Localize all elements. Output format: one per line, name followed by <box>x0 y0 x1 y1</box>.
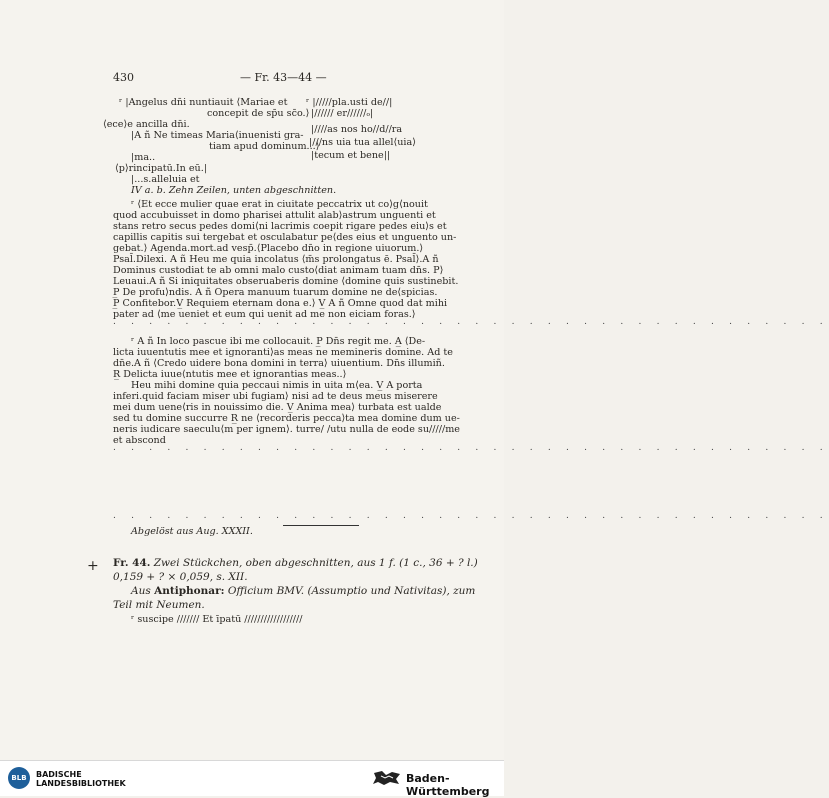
text-line: |///ns uia tua allel⟨uia⟩ <box>309 137 416 148</box>
running-head: — Fr. 43—44 — <box>240 71 327 84</box>
text-line: capillis capitis sui tergebat et osculabatur pe⟨des eius et unguento un- <box>113 232 457 243</box>
ellipsis-divider: . . . . . . . . . . . . . . . . . . . . . . . . . . . . . . . . . . . . . . . . <box>113 511 829 521</box>
text-line: neris iudicare saeculu⟨m per ignem⟩. turre/ /utu nulla de eode su/////me <box>113 424 460 435</box>
text-line: sed tu domine succurre R̲ ne ⟨recorderis pecca⟩ta mea domine dum ue- <box>113 413 460 424</box>
fragment-44-source: Aus Antiphonar: Officium BMV. (Assumptio und Nativitas), zum <box>131 585 476 597</box>
plus-mark-icon: + <box>87 558 99 574</box>
text-line: P̲ Confitebor.V̲ Requiem eternam dona e.⟩ V̲ A ñ Omne quod dat mihi <box>113 298 448 309</box>
text-line: et abscond <box>113 435 166 446</box>
text-line: tiam apud dominum...⟩ <box>209 141 320 152</box>
text-line: R̲ Delicta iuue⟨ntutis mee et ignorantias meas..⟩ <box>113 369 347 380</box>
text-line: |////as nos ho//d//ra <box>311 124 403 135</box>
text-line: Abgelöst aus Aug. XXXII. <box>131 526 253 537</box>
text-line: Dominus custodiat te ab omni malo custo⟨diat animam tuam dn̄s. P⟩ <box>113 265 444 276</box>
fragment-44-text: ʳ suscipe /////// Et īpatū ////////////////// <box>131 614 303 625</box>
text-line: Leuaui.A ñ Si iniquitates obseruaberis domine ⟨domine quis sustinebit. <box>113 276 459 287</box>
text-line: licta iuuentutis mee et ignoranti⟩as meas ne memineris domine. Ad te <box>113 347 453 358</box>
text-line: IV a. b. Zehn Zeilen, unten abgeschnitten. <box>131 185 337 196</box>
text-line: pater ad ⟨me ueniet et eum qui uenit ad me non eiciam foras.⟩ <box>113 309 416 320</box>
text-line: ʳ A ñ In loco pascue ibi me collocauit. P̲ Dn̄s regit me. A̲ ⟨De- <box>131 336 426 347</box>
fragment-44-description: Zwei Stückchen, oben abgeschnitten, aus 1 f. (1 c., 36 + ? l.) <box>153 557 478 569</box>
text-line: Heu mihi domine quia peccaui nimis in uita m⟨ea. V̲ A porta <box>131 380 423 391</box>
text-line: Psal̄.Dilexi. A ñ Heu me quia incolatus ⟨m̄s prolongatus ē. Psal̄⟩.A ñ <box>113 254 439 265</box>
text-line: |...s.alleluia et <box>131 174 200 185</box>
state-name[interactable]: Baden-Württemberg <box>406 772 490 798</box>
text-line: P̲ De profu⟩ndis. A ñ Opera manuum tuarum domine ne de⟨spicias. <box>113 287 438 298</box>
library-name[interactable]: BADISCHE LANDESBIBLIOTHEK <box>36 770 126 788</box>
text-line: |////// er//////ₒ| <box>311 108 374 119</box>
section-rule <box>283 525 359 526</box>
text-line: ʳ |/////pla.usti de//| <box>306 97 393 108</box>
text-line: ⟨ece⟩e ancilla dn̄i. <box>103 119 190 130</box>
text-line: gebat.⟩ Agenda.mort.ad vesp̄.⟨Placebo dn̄o in regione uiuorum.⟩ <box>113 243 424 254</box>
text-line: ʳ |Angelus dn̄i nuntiauit ⟨Mariae et <box>119 97 288 108</box>
text-line: dn̄e.A ñ ⟨Credo uidere bona domini in terra⟩ uiuentium. Dn̄s illumiñ. <box>113 358 445 369</box>
page-number: 430 <box>113 71 134 84</box>
text-line: inferi.quid faciam miser ubi fugiam⟩ nisi ad te deus meus miserere <box>113 391 438 402</box>
blb-logo-icon[interactable]: BLB <box>8 767 30 789</box>
text-line: |tecum et bene|| <box>311 150 391 161</box>
footer-bar <box>0 760 504 796</box>
text-line: mei dum uene⟨ris in nouissimo die. V̲ Anima mea⟩ turbata est ualde <box>113 402 442 413</box>
text-line: ⟨p⟩rincipatū.In eū.| <box>115 163 208 174</box>
fragment-44-note: Teil mit Neumen. <box>113 599 205 611</box>
text-line: ʳ ⟨Et ecce mulier quae erat in ciuitate peccatrix ut co⟩g⟨nouit <box>131 199 428 210</box>
text-line: concepit de sp̄u sc̄o.⟩ <box>207 108 310 119</box>
text-line: quod accubuisset in domo pharisei attulit alab⟩astrum unguenti et <box>113 210 436 221</box>
ellipsis-divider: . . . . . . . . . . . . . . . . . . . . . . . . . . . . . . . . . . . . . . . . <box>113 317 829 327</box>
fragment-44-title: Fr. 44. <box>113 557 151 569</box>
coat-of-arms-icon <box>372 769 402 787</box>
fragment-44-heading <box>113 558 478 569</box>
text-line: |A ñ Ne timeas Maria⟨inuenisti gra- <box>131 130 304 141</box>
text-line: |ma.. <box>131 152 156 163</box>
fragment-44-dimensions: 0,159 + ? × 0,059, s. XII. <box>113 571 248 583</box>
text-line: stans retro secus pedes domi⟨ni lacrimis coepit rigare pedes eiu⟩s et <box>113 221 447 232</box>
ellipsis-divider: . . . . . . . . . . . . . . . . . . . . . . . . . . . . . . . . . . . . . . . . <box>113 443 829 453</box>
